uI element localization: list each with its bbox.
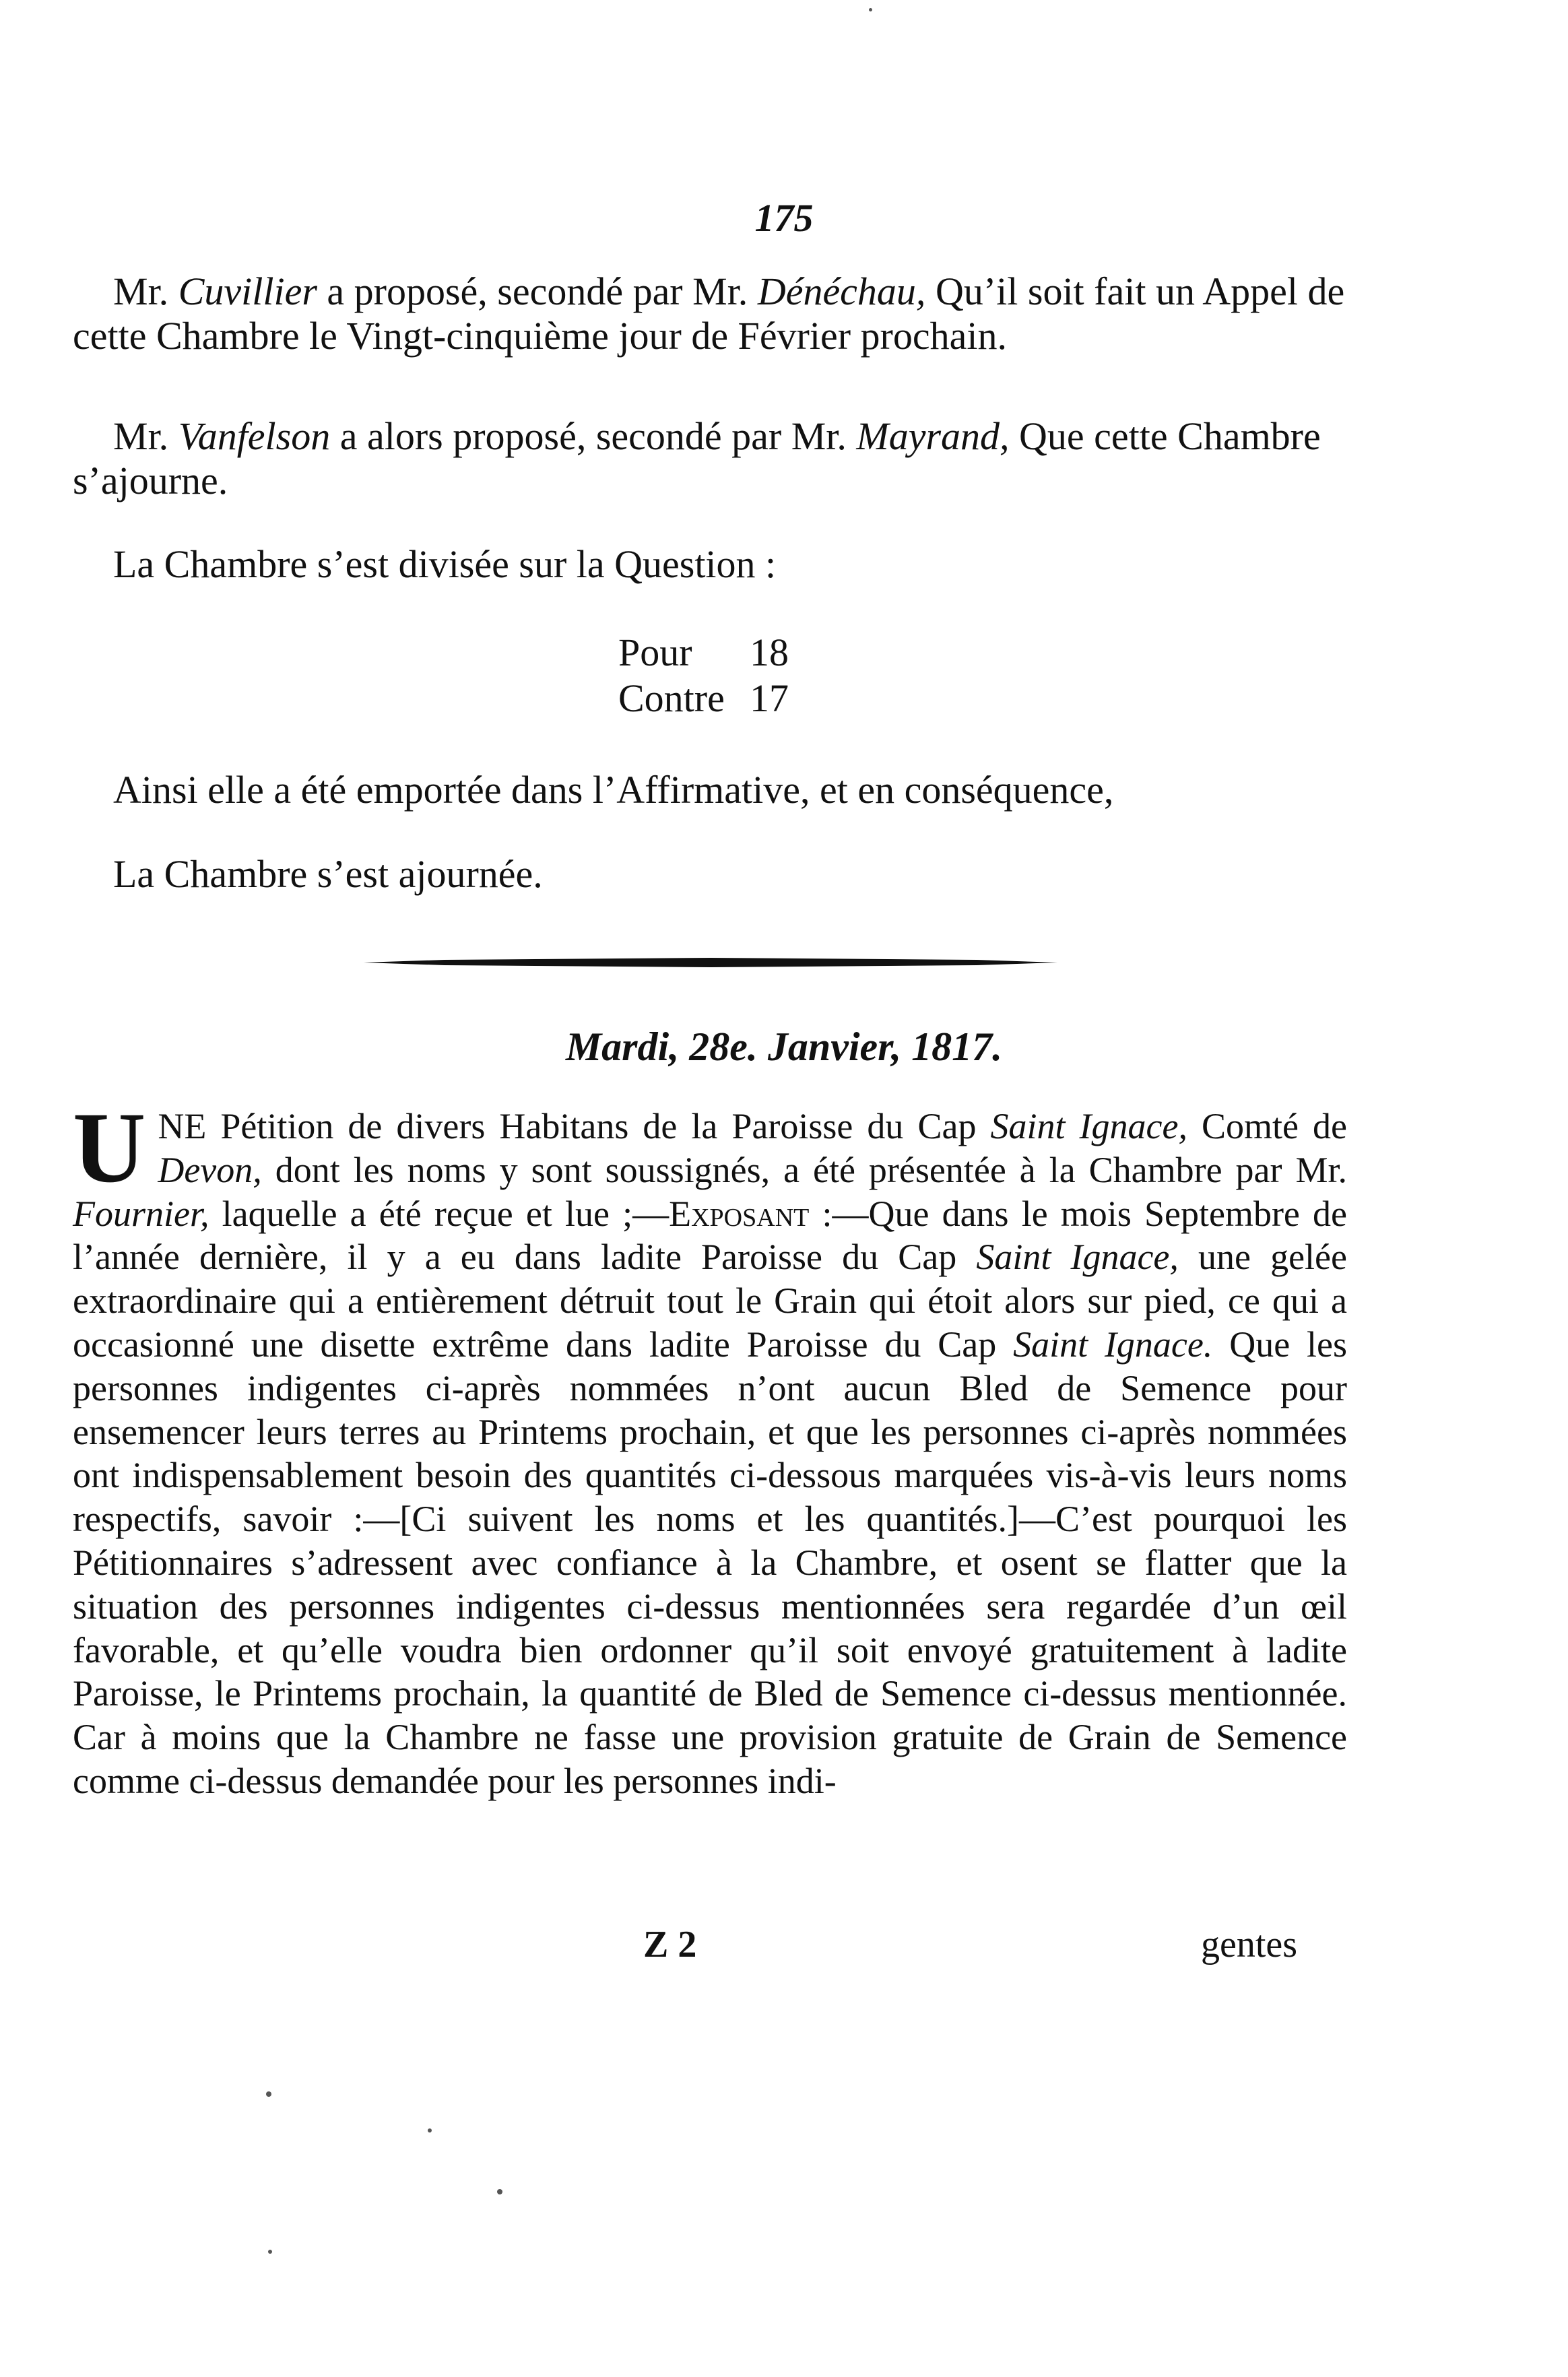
catchword: gentes [1201,1924,1298,1965]
place-name: Saint Ignace, [976,1237,1179,1278]
motion-text: Qu’il soit fait un Appel de cette Chambre le Vingt-cinquième jour de Février prochain. [73,269,1345,358]
motion-cuvillier-paragraph [73,269,1346,358]
paper-speck [497,2189,502,2194]
vote-label: Pour [618,630,692,674]
motion-text: a proposé, secondé par Mr. [317,269,758,313]
adjournment-paragraph: La Chambre s’est ajournée. [113,852,543,896]
place-name: Saint Ignace. [1013,1324,1213,1365]
paper-speck [428,2128,432,2132]
paper-speck [268,2250,272,2254]
vote-row [618,630,789,676]
petition-text: NE Pétition de divers Habitans de la Paroisse du Cap [158,1106,991,1146]
result-paragraph: Ainsi elle a été emportée dans l’Affirmative, et en conséquence, [113,768,1114,812]
exposant-heading: Exposant [669,1193,810,1234]
motion-text: Que cette Chambre s’ajourne. [73,414,1321,502]
place-name: Saint Ignace, [990,1106,1187,1146]
mover-prefix: Mr. [113,269,178,313]
page-number: 175 [754,196,814,240]
mover-name: Vanfelson [178,414,331,458]
vote-label: Contre [618,676,725,720]
division-paragraph: La Chambre s’est divisée sur la Question : [113,542,777,586]
mover-name: Cuvillier [178,269,317,313]
vote-row [618,676,789,721]
petition-text: Comté de [1187,1106,1347,1146]
place-name: Devon, [158,1149,262,1190]
motion-vanfelson-paragraph [73,414,1346,503]
motion-text: a alors proposé, secondé par Mr. [330,414,857,458]
seconder-name: Mayrand, [856,414,1010,458]
petition-text: dont les noms y sont soussignés, a été présentée à la Chambre par Mr. [261,1149,1347,1190]
paper-speck [869,8,872,11]
drop-cap: U [73,1092,146,1204]
petition-paragraph [73,1092,1347,1803]
mover-prefix: Mr. [113,414,178,458]
date-heading: Mardi, 28e. Janvier, 1817. [565,1024,1003,1069]
petition-text: laquelle a été reçue et lue ;— [209,1193,669,1234]
paper-speck [266,2091,271,2097]
petition-text: :—Que dans le mois Septembre de l’année dernière, il y a eu dans ladite Paroisse du Cap [73,1193,1347,1278]
person-name: Fournier, [73,1193,209,1234]
vote-count: 17 [750,676,789,720]
vote-count: 18 [750,630,789,674]
signature-mark: Z 2 [643,1924,697,1965]
petition-text: Que les personnes indigentes ci-après nommées n’ont aucun Bled de Semence pour ensemencer leurs terres au Printems prochain, et que les personnes ci-après nommées ont indispensablement besoin des quantités ci-dessous marquées vis-à-vis leurs noms respectifs, savoir :—[Ci suivent les noms et les quantités.]—C’est pourquoi les Pétitionnaires s’adressent avec confiance à la Chambre, et osent se flatter que la situation des personnes indigentes ci-dessus mentionnées sera regardée d’un œil favorable, et qu’elle voudra bien ordonner qu’il soit envoyé gratuitement à ladite Paroisse, le Printems prochain, la quantité de Bled de Semence ci-dessus mentionnée. Car à moins que la Chambre ne fasse une provision gratuite de Grain de Semence comme ci-dessus demandée pour les personnes indi- [73,1324,1347,1801]
seconder-name: Dénéchau, [757,269,926,313]
vote-tally [618,630,789,721]
petition-text: une gelée extraordinaire qui a entièrement détruit tout le Grain qui étoit alors sur pied, ce qui a occasionné une disette extrême dans ladite Paroisse du Cap [73,1237,1347,1365]
section-divider-rule [364,958,1057,967]
